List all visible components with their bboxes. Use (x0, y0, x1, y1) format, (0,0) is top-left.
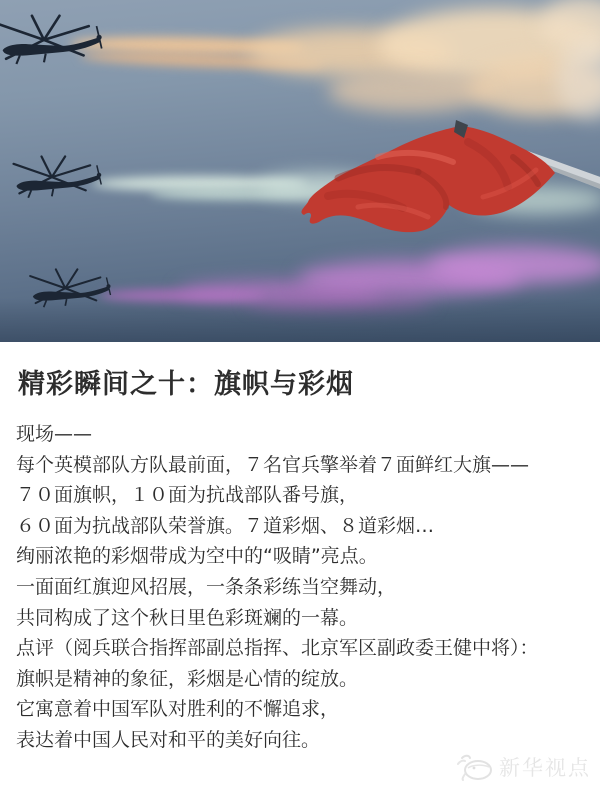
article-line: 现场—— (16, 423, 93, 445)
article-line: 旗帜是精神的象征，彩烟是心情的绽放。 (16, 667, 359, 690)
xinhua-dove-logo-icon (456, 752, 494, 782)
parade-photo (0, 0, 600, 342)
article-line: 一面面红旗迎风招展，一条条彩练当空舞动， (16, 575, 397, 598)
article-line: 它寓意着中国军队对胜利的不懈追求， (16, 698, 340, 721)
watermark-label: 新华视点 (499, 756, 591, 780)
article-line: 点评（阅兵联合指挥部副总指挥、北京军区副政委王健中将）： (16, 637, 539, 660)
smoke-cloud-orange (328, 70, 493, 112)
article-line: 表达着中国人民对和平的美好向往。 (16, 728, 321, 751)
red-flag-and-pole (268, 112, 600, 252)
helicopter-icon (0, 14, 106, 83)
photo-bottom-shade (0, 298, 600, 342)
article-line: 共同构成了这个秋日里色彩斑斓的一幕。 (16, 606, 359, 629)
watermark (456, 752, 591, 782)
article-text-block (16, 362, 591, 756)
helicopter-icon (9, 155, 105, 214)
page-title: 精彩瞬间之十：旗帜与彩烟 (18, 369, 354, 400)
article-line: 每个英模部队方队最前面，７名官兵擎举着７面鲜红大旗—— (16, 453, 530, 476)
article-line: ７０面旗帜，１０面为抗战部队番号旗， (16, 484, 359, 507)
article-line: ６０面为抗战部队荣誉旗。７道彩烟、８道彩烟… (16, 514, 435, 537)
article-line: 绚丽浓艳的彩烟带成为空中的“吸睛”亮点。 (16, 545, 378, 568)
